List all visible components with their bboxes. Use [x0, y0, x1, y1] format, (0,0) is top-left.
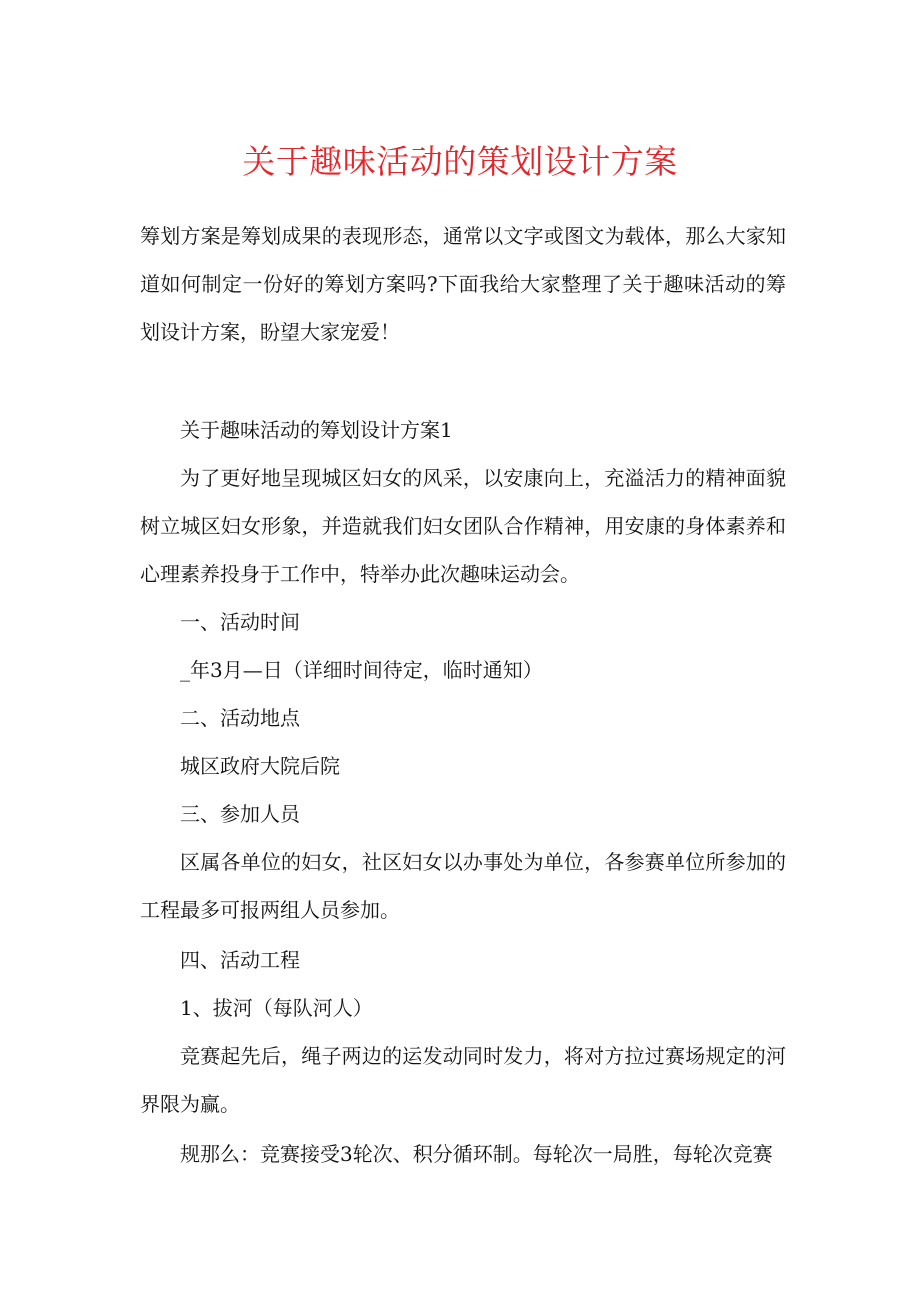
- participants-paragraph: 区属各单位的妇女，社区妇女以办事处为单位，各参赛单位所参加的工程最多可报两组人员参加。: [140, 850, 786, 922]
- heading-activity-location: 二、活动地点: [180, 706, 300, 730]
- purpose-paragraph: 为了更好地呈现城区妇女的风采，以安康向上，充溢活力的精神面貌树立城区妇女形象，并造就我们妇女团队合作精神，用安康的身体素养和心理素养投身于工作中，特举办此次趣味运动会。: [140, 466, 786, 586]
- document-title: 关于趣味活动的策划设计方案: [242, 142, 678, 181]
- heading-activity-time: 一、活动时间: [180, 610, 300, 634]
- activity-time-value: _年3月—日（详细时间待定，临时通知）: [180, 658, 543, 682]
- heading-activity-items: 四、活动工程: [180, 948, 300, 972]
- tug-of-war-description: 竞赛起先后，绳子两边的运发动同时发力，将对方拉过赛场规定的河界限为赢。: [140, 1044, 786, 1116]
- intro-paragraph: 筹划方案是筹划成果的表现形态，通常以文字或图文为载体，那么大家知道如何制定一份好的筹划方案吗?下面我给大家整理了关于趣味活动的筹划设计方案，盼望大家宠爱！: [140, 224, 786, 344]
- item-tug-of-war: 1、拔河（每队河人）: [180, 996, 373, 1020]
- heading-participants: 三、参加人员: [180, 802, 300, 826]
- section-heading-plan-1: 关于趣味活动的筹划设计方案1: [180, 418, 453, 442]
- activity-location-value: 城区政府大院后院: [180, 754, 340, 778]
- tug-of-war-rules: 规那么：竞赛接受3轮次、积分循环制。每轮次一局胜，每轮次竞赛: [180, 1142, 773, 1166]
